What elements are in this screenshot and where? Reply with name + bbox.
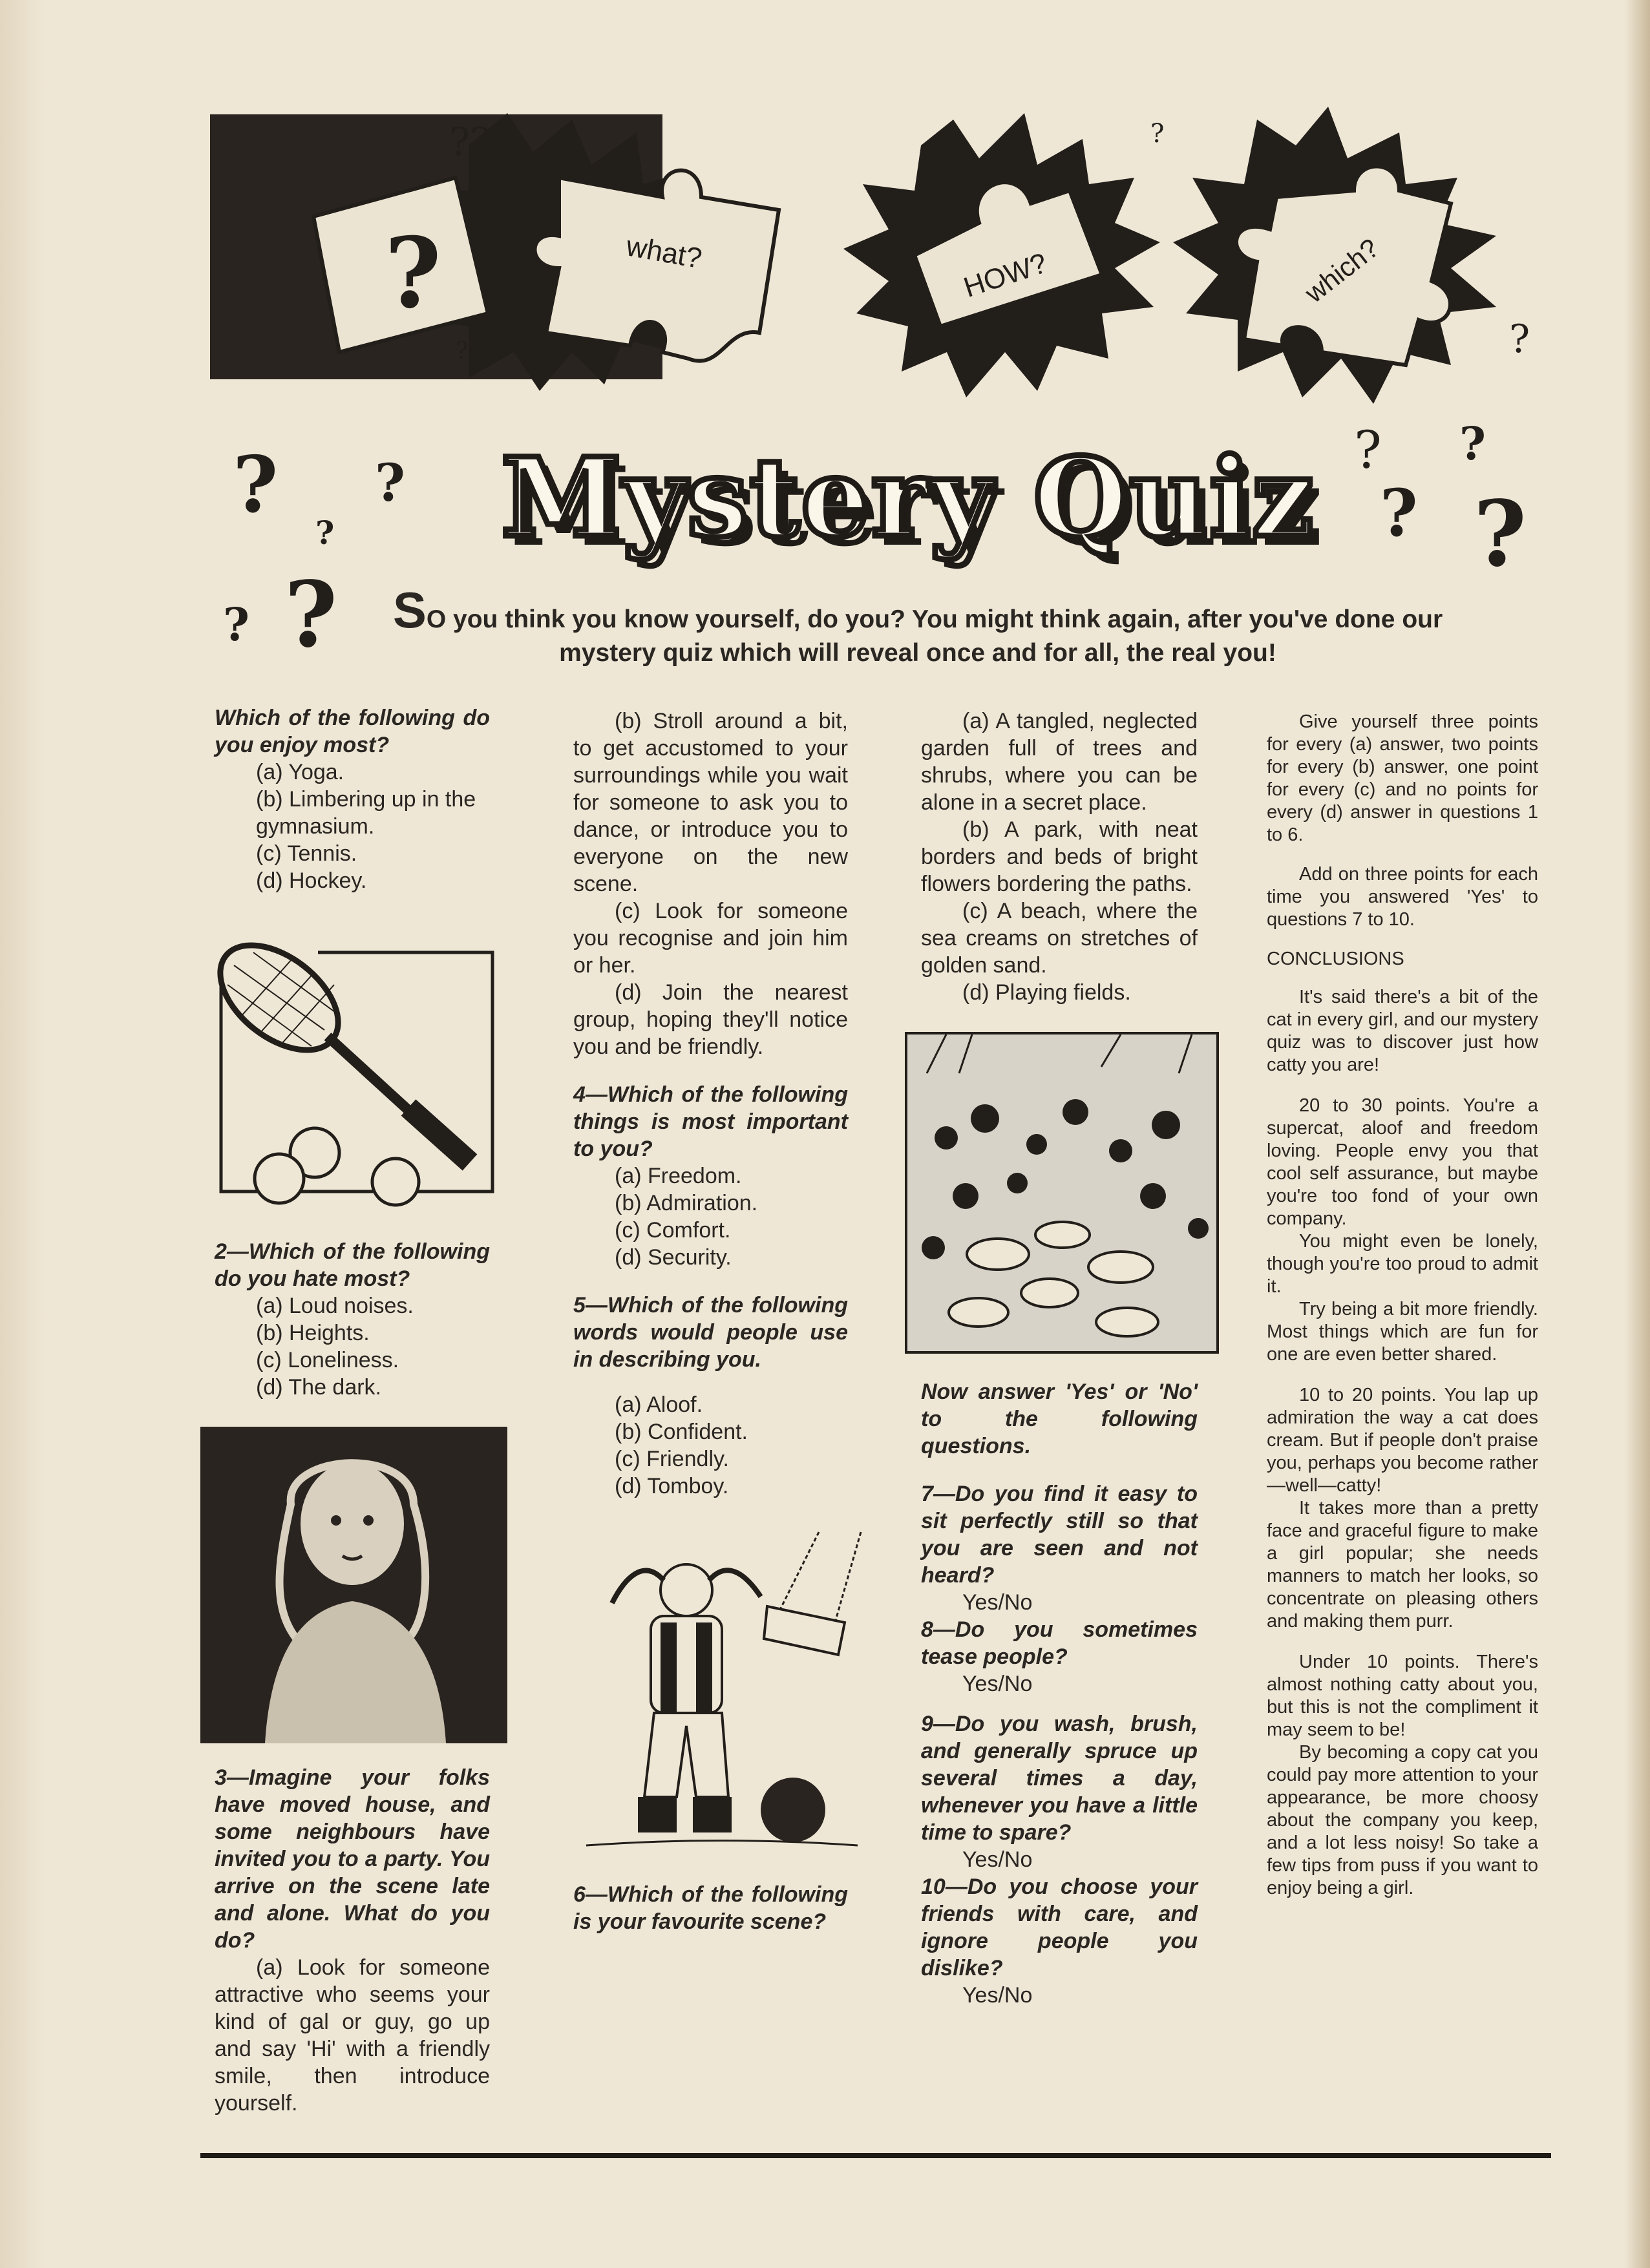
answer-option: (b) A park, with neat borders and beds of bright flowers bordering the paths.	[921, 817, 1198, 896]
answer-option: (b) Confident.	[615, 1420, 748, 1444]
answer-option: (a) A tangled, neglected garden full of trees and shrubs, where you can be alone in a secret place.	[921, 709, 1198, 815]
answer-yes-no: Yes/No	[962, 1983, 1033, 2008]
answer-option: (a) Yoga.	[256, 760, 344, 784]
footer-rule	[200, 2153, 1551, 2158]
answer-yes-no: Yes/No	[962, 1672, 1033, 1696]
question-1: Which of the following do you enjoy most?	[215, 706, 490, 757]
result-mid: 10 to 20 points. You lap up admiration the way a cat does cream. But if people don't praise you, perhaps you become rather —well—catty!	[1267, 1385, 1538, 1496]
puzzle-banner	[210, 107, 1538, 410]
answer-option: (d) Join the nearest group, hoping they'll notice you and be friendly.	[573, 980, 848, 1059]
column-1	[215, 704, 490, 2117]
question-5: 5—Which of the following words would people use in describing you.	[573, 1293, 848, 1372]
result-high-text: Try being a bit more friendly. Most things which are fun for one are even better shared.	[1267, 1299, 1538, 1365]
answer-option: (d) The dark.	[256, 1375, 382, 1400]
banner-mark: ?	[1509, 317, 1530, 362]
yes-no-instructions: Now answer 'Yes' or 'No' to the following questions.	[921, 1380, 1198, 1458]
result-low-text: By becoming a copy cat you could pay more attention to your appearance, be more choosy about the company you keep, and a lot less noisy! So take a few tips from puss if you want to enjoy being a girl.	[1267, 1742, 1538, 1898]
answer-option: (c) A beach, where the sea creams on stretches of golden sand.	[921, 899, 1198, 978]
answer-yes-no: Yes/No	[962, 1590, 1033, 1615]
answer-option: (d) Security.	[615, 1245, 732, 1270]
answer-option: (d) Playing fields.	[962, 980, 1131, 1005]
answer-option: (d) Tomboy.	[615, 1474, 729, 1498]
deco-question-mark: ?	[1459, 417, 1486, 470]
result-low: Under 10 points. There's almost nothing catty about you, but this is not the compliment it may seem to be!	[1267, 1652, 1538, 1740]
garden-illustration	[905, 1032, 1219, 1354]
page-title: Mystery Quiz	[501, 434, 1315, 562]
intro-paragraph	[388, 582, 1448, 670]
puzzle-label-what: what?	[624, 230, 704, 275]
answer-option: (a) Look for someone attractive who seems your kind of gal or guy, go up and say 'Hi' with a friendly smile, then introduce yourself.	[215, 1955, 490, 2116]
question-7: 7—Do you find it easy to sit perfectly still so that you are seen and not heard?	[921, 1482, 1198, 1588]
answer-option: (b) Heights.	[256, 1321, 370, 1345]
answer-option: (c) Friendly.	[615, 1447, 729, 1471]
question-8: 8—Do you sometimes tease people?	[921, 1617, 1198, 1669]
deco-question-mark: ?	[375, 452, 405, 513]
column-2	[573, 708, 848, 1935]
result-high: 20 to 30 points. You're a supercat, aloof and freedom loving. People envy you that cool self assurance, but maybe you're too fond of your own company.	[1267, 1095, 1538, 1229]
question-9: 9—Do you wash, brush, and generally spruce up several times a day, whenever you have a little time to spare?	[921, 1712, 1198, 1845]
answer-option: (d) Hockey.	[256, 868, 367, 893]
banner-mark: ?	[456, 338, 469, 364]
result-mid-text: It takes more than a pretty face and graceful figure to make a girl popular; she needs manners to match her looks, so concentrate on pleasing others and making them purr.	[1267, 1498, 1538, 1632]
deco-question-mark: ?	[315, 514, 335, 552]
page-edge	[1624, 0, 1650, 2268]
page-gutter	[0, 0, 45, 2268]
answer-option: (a) Loud noises.	[256, 1294, 414, 1318]
answer-option: (a) Aloof.	[615, 1392, 703, 1417]
column-4	[1267, 711, 1538, 1900]
answer-option: (a) Freedom.	[615, 1164, 742, 1188]
deco-question-mark: ?	[1474, 481, 1527, 587]
conclusions-intro: It's said there's a bit of the cat in every girl, and our mystery quiz was to discover just how catty you are!	[1267, 987, 1538, 1075]
answer-option: (c) Tennis.	[256, 841, 357, 866]
question-3: 3—Imagine your folks have moved house, and some neighbours have invited you to a party. You arrive on the scene late and alone. What do you do?	[215, 1765, 490, 1953]
tomboy-swing-illustration	[573, 1519, 871, 1868]
banner-question-mark: ?	[385, 216, 441, 330]
conclusions-heading: CONCLUSIONS	[1267, 949, 1404, 969]
banner-mark: ?	[1150, 119, 1165, 149]
question-2: 2—Which of the following do you hate most?	[215, 1239, 490, 1291]
tennis-racket-illustration	[215, 920, 518, 1217]
answer-option: (c) Comfort.	[615, 1218, 731, 1243]
intro-text: O you think you know yourself, do you? You might think again, after you've done our mystery quiz which will reveal once and for all, the real you!	[426, 605, 1443, 667]
question-10: 10—Do you choose your friends with care, and ignore people you dislike?	[921, 1874, 1198, 1980]
deco-question-mark: ?	[1354, 420, 1382, 480]
answer-option: (b) Limbering up in the gymnasium.	[256, 787, 476, 839]
puzzle-label-how: HOW?	[960, 247, 1051, 304]
answer-option: (b) Stroll around a bit, to get accustomed to your surroundings while you wait for someone to ask you to dance, or introduce you to everyone on the new scene.	[573, 709, 848, 896]
deco-question-mark: ?	[284, 562, 338, 668]
scoring-rules: Give yourself three points for every (a) answer, two points for every (b) answer, one point for every (c) and no points for every (d) answer in questions 1 to 6.	[1267, 711, 1538, 845]
result-high-text: You might even be lonely, though you're too proud to admit it.	[1267, 1231, 1538, 1297]
answer-yes-no: Yes/No	[962, 1847, 1033, 1872]
answer-option: (c) Look for someone you recognise and join him or her.	[573, 899, 848, 978]
frightened-girl-illustration	[200, 1427, 507, 1743]
answer-option: (b) Admiration.	[615, 1191, 758, 1215]
intro-drop-cap: S	[392, 582, 427, 638]
question-4: 4—Which of the following things is most important to you?	[573, 1082, 848, 1161]
answer-option: (c) Loneliness.	[256, 1348, 399, 1372]
puzzle-label-which: which?	[1299, 232, 1385, 309]
column-3	[921, 708, 1198, 2009]
deco-question-mark: ?	[1380, 475, 1418, 551]
deco-question-mark: ?	[233, 439, 279, 530]
scoring-bonus: Add on three points for each time you answered 'Yes' to questions 7 to 10.	[1267, 864, 1538, 930]
banner-mark: ??	[449, 120, 491, 165]
question-6: 6—Which of the following is your favourite scene?	[573, 1882, 848, 1934]
deco-question-mark: ?	[223, 598, 250, 651]
